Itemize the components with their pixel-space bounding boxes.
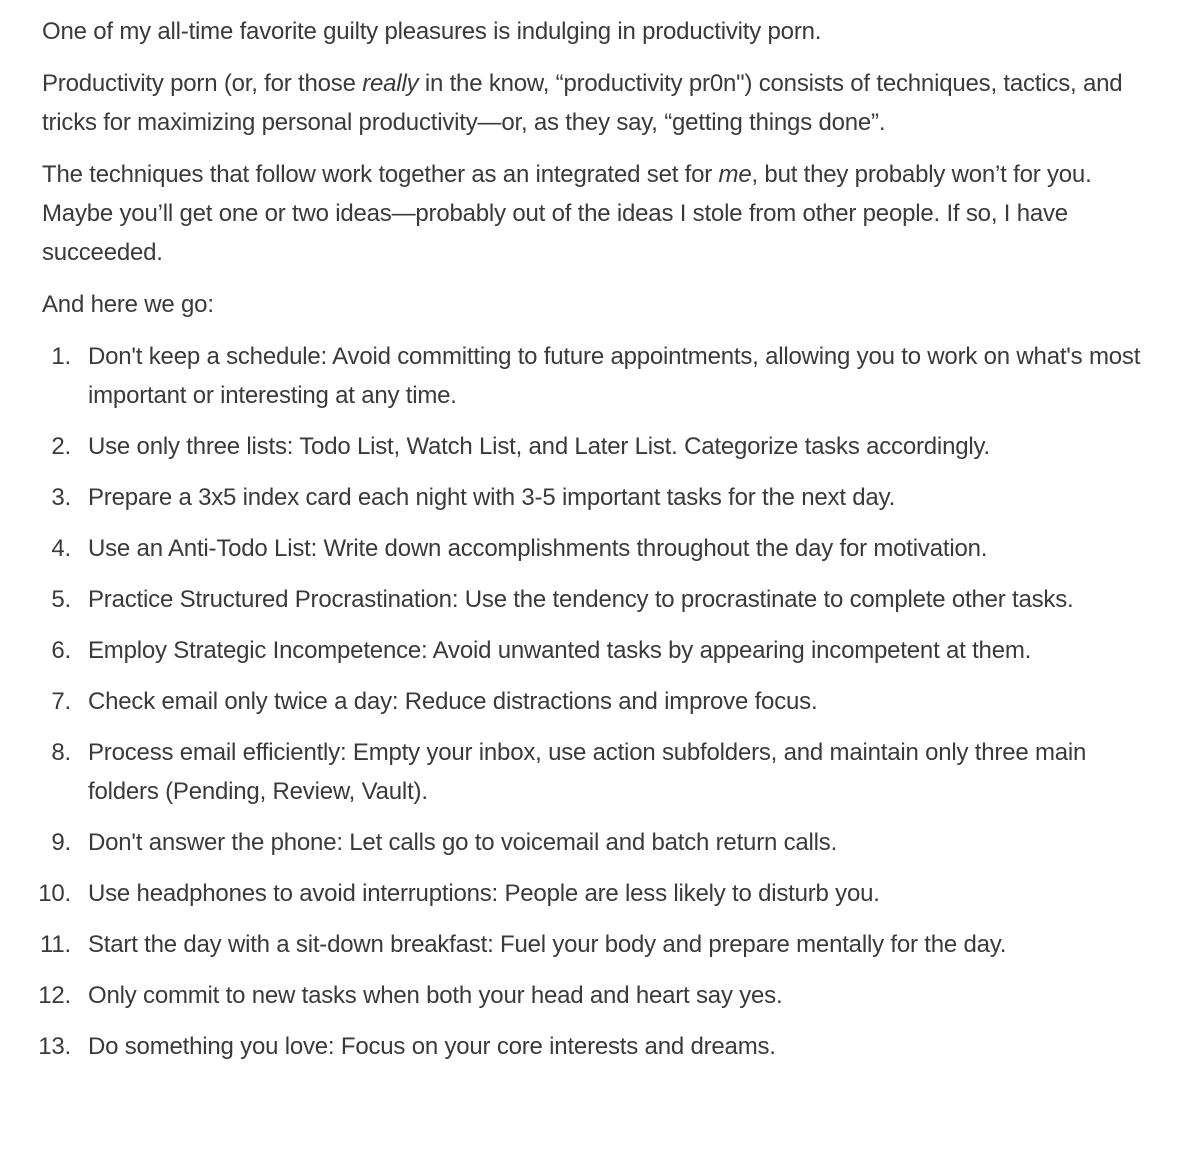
list-item: Prepare a 3x5 index card each night with 3-5 important tasks for the next day. — [88, 484, 896, 511]
paragraph-lead-in — [42, 285, 1166, 324]
italic-text: me — [718, 161, 752, 188]
list-item: Check email only twice a day: Reduce distractions and improve focus. — [88, 688, 818, 715]
list-item: Start the day with a sit-down breakfast: Fuel your body and prepare mentally for the day. — [88, 931, 1007, 958]
list-item: Use headphones to avoid interruptions: People are less likely to disturb you. — [88, 880, 880, 907]
list-item: Do something you love: Focus on your core interests and dreams. — [88, 1033, 776, 1060]
list-item: Use only three lists: Todo List, Watch List, and Later List. Categorize tasks accordingly. — [88, 433, 990, 460]
italic-text: really — [362, 70, 419, 97]
paragraph-text: , but they probably won’t for you. Maybe you’ll get one or two ideas—probably out of the ideas I stole from other people. If so, I have succeeded. — [42, 161, 1092, 266]
productivity-tips-list — [42, 337, 1166, 1066]
list-item: Employ Strategic Incompetence: Avoid unwanted tasks by appearing incompetent at them. — [88, 637, 1032, 664]
paragraph-text: in the know, “productivity pr0n") consists of techniques, tactics, and tricks for maximizing personal productivity—or, as they say, “getting things done”. — [42, 70, 1123, 136]
paragraph-definition — [42, 64, 1166, 142]
list-item: Process email efficiently: Empty your inbox, use action subfolders, and maintain only three main folders (Pending, Review, Vault). — [88, 739, 1087, 805]
paragraph-intro — [42, 12, 1166, 51]
paragraph-text: One of my all-time favorite guilty pleasures is indulging in productivity porn. — [42, 18, 822, 45]
article-body — [42, 12, 1166, 1066]
paragraph-text: The techniques that follow work together as an integrated set for — [42, 161, 719, 188]
list-item: Use an Anti-Todo List: Write down accomplishments throughout the day for motivation. — [88, 535, 988, 562]
list-item: Don't keep a schedule: Avoid committing to future appointments, allowing you to work on what's most important or interesting at any time. — [88, 343, 1141, 409]
list-item: Don't answer the phone: Let calls go to voicemail and batch return calls. — [88, 829, 838, 856]
list-item: Only commit to new tasks when both your head and heart say yes. — [88, 982, 783, 1009]
paragraph-text: Productivity porn (or, for those — [42, 70, 363, 97]
paragraph-text: And here we go: — [42, 291, 214, 318]
list-item: Practice Structured Procrastination: Use the tendency to procrastinate to complete other tasks. — [88, 586, 1074, 613]
paragraph-caveat — [42, 155, 1166, 272]
